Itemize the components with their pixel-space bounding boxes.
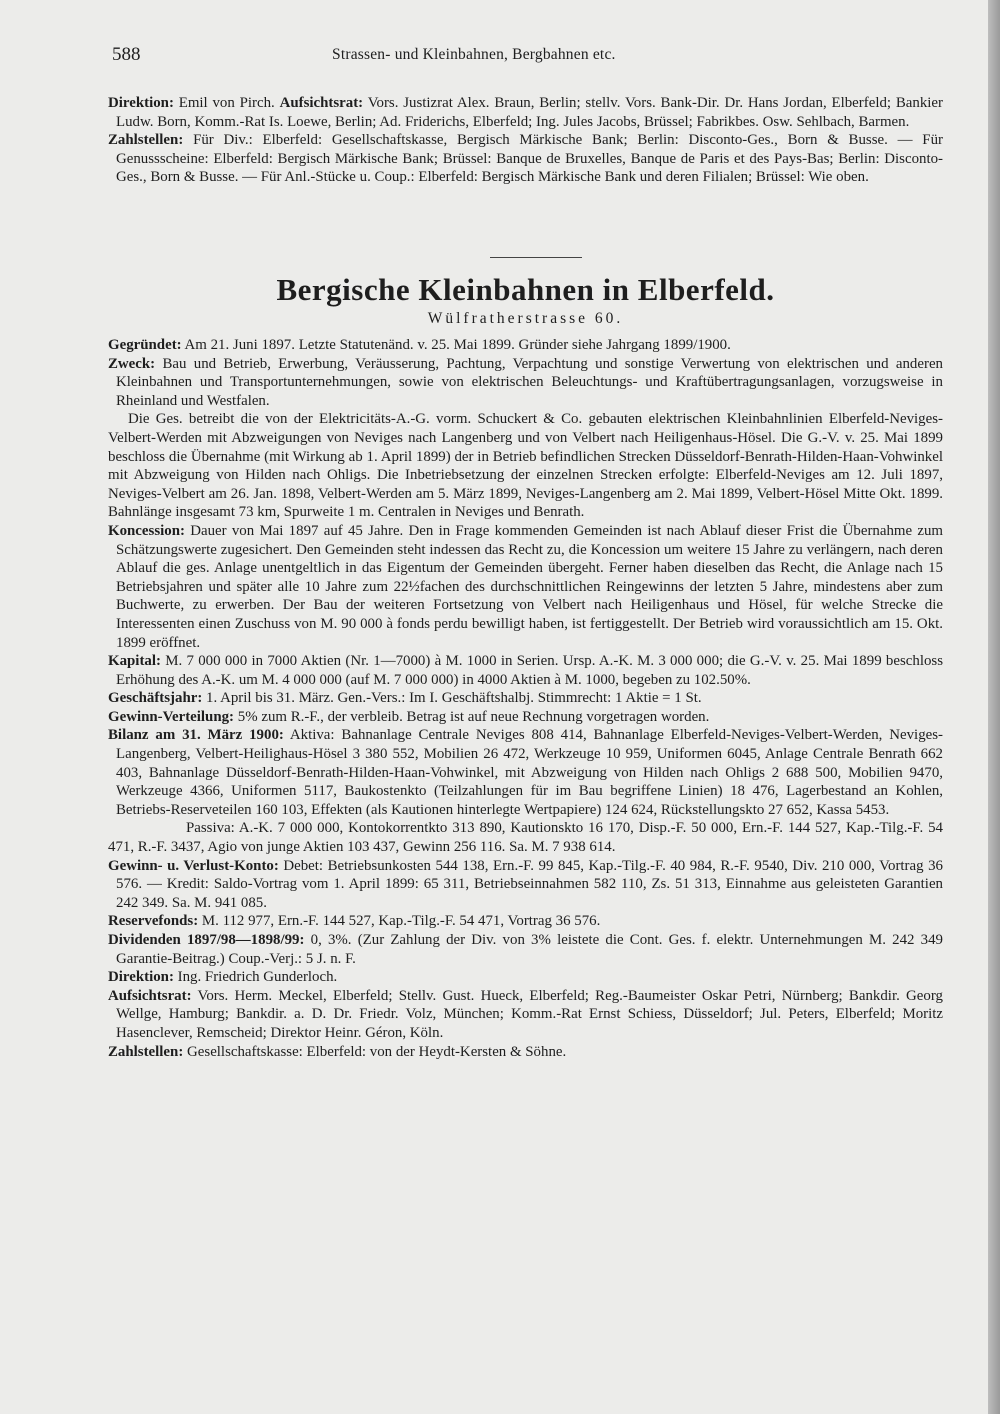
section-label: Geschäftsjahr: xyxy=(108,690,203,707)
section-kapital xyxy=(108,652,943,689)
section-betrieb xyxy=(108,410,943,522)
section-zweck xyxy=(108,355,943,411)
running-title: Strassen- und Kleinbahnen, Bergbahnen etc. xyxy=(332,46,616,63)
section-text: Die Ges. betreibt die von der Elektricitäts-A.-G. vorm. Schuckert & Co. gebauten elektrischen Kleinbahnlinien Elberfeld-Neviges-Velbert-Werden mit Abzweigungen von Neviges nach Langenberg und von Velbert nach Heiligenhaus-Hösel. Die G.-V. v. 25. Mai 1899 beschloss die Übernahme (mit Wirkung ab 1. April 1899) der in Betrieb befindlichen Strecken Düsseldorf-Benrath-Hilden-Haan-Vohwinkel mit Abzweigung von Hilden nach Ohligs. Die Inbetriebsetzung der einzelnen Strecken erfolgte: Elberfeld-Neviges am 12. Juli 1897, Neviges-Velbert am 26. Jan. 1898, Velbert-Werden am 5. März 1899, Neviges-Langenberg am 2. Mai 1899, Velbert-Hösel Mitte Okt. 1899. Bahnlänge insgesamt 73 km, Spurweite 1 m. Centralen in Neviges und Benrath. xyxy=(108,411,943,521)
section-reservefonds xyxy=(108,912,943,931)
section-text: 0, 3%. (Zur Zahlung der Div. von 3% leistete die Cont. Ges. f. elektr. Unternehmungen M. 242 349 Garantie-Beitrag.) Coup.-Verj.: 5 J. n. F. xyxy=(116,932,943,967)
section-label: Gewinn- u. Verlust-Konto: xyxy=(108,857,279,874)
section-label: Zahlstellen: xyxy=(108,1043,184,1060)
section-text: Ing. Friedrich Gunderloch. xyxy=(177,969,338,986)
section-text: Passiva: A.-K. 7 000 000, Kontokorrentkto 313 890, Kautionskto 16 170, Disp.-F. 50 000, Ern.-F. 144 527, Kap.-Tilg.-F. 54 471, R.-F. 3437, Agio von junge Aktien 103 437, Gewinn 256 116. Sa. M. 7 938 614. xyxy=(108,820,943,856)
section-text: Aktiva: Bahnanlage Centrale Neviges 808 414, Bahnanlage Elberfeld-Neviges-Velbert-Werden, Neviges-Langenberg, Velbert-Heilighaus-Hösel 3 380 552, Mobilien 26 472, Werkzeuge 10 959, Uniformen 6045, Anlage Centrale Benrath 662 403, Bahnanlage Düsseldorf-Benrath-Hilden-Haan-Vohwinkel, mit Abzweigung von Hilden nach Ohligs 2 688 500, Mobilien 9470, Werkzeuge 4366, Uniformen 5117, Baukostenkto (Teilzahlungen für im Bau begriffene Linien) 18 476, Lagerbestand an Kohlen, Betriebs-Reserveteilen 160 103, Effekten (als Kautionen hinterlegte Wertpapiere) 124 624, Rückstellungskto 27 652, Kassa 5453. xyxy=(116,727,943,818)
page-number: 588 xyxy=(112,44,141,65)
section-label: Gewinn-Verteilung: xyxy=(108,708,235,725)
entry-body xyxy=(108,336,943,1061)
section-label: Gegründet: xyxy=(108,337,182,353)
prev-direktion-text: Emil von Pirch. xyxy=(178,95,275,111)
prev-zahlstellen-label: Zahlstellen: xyxy=(108,132,184,149)
section-bilanz-aktiva xyxy=(108,726,943,819)
section-label: Dividenden 1897/98—1898/99: xyxy=(108,932,305,948)
section-label: Direktion: xyxy=(108,969,174,986)
prev-direktion-label: Direktion: xyxy=(108,95,174,111)
company-address: Wülfratherstrasse 60. xyxy=(427,310,624,327)
section-label: Zweck: xyxy=(108,355,156,372)
section-text: Dauer von Mai 1897 auf 45 Jahre. Den in Frage kommenden Gemeinden ist nach Ablauf dieser Frist die Übernahme zum Schätzungswerte zugesichert. Den Gemeinden steht indessen das Recht zu, die Koncession um weitere 15 Jahre zu verlängern, nach deren Ablauf die ges. Anlage unentgeltlich in das Eigentum der Gemeinden übergeht. Ferner haben dieselben das Recht, die Anlage nach 15 Betriebsjahren und später alle 10 Jahre zum 22½fachen des durchschnittlichen Reingewinns der letzten 5 Jahre, mindestens aber zum Buchwerte, zu erwerben. Der Bau der weiteren Fortsetzung von Velbert nach Heiligenhaus und Hösel, für welche Strecke die Interessenten einen Zuschuss von M. 90 000 à fonds perdu bewilligt haben, ist fertiggestellt. Der Betrieb wird voraussichtlich am 15. Okt. 1899 eröffnet. xyxy=(116,522,943,651)
page-edge-shadow xyxy=(988,0,1000,1414)
section-text: Vors. Herm. Meckel, Elberfeld; Stellv. Gust. Hueck, Elberfeld; Reg.-Baumeister Oskar Petri, Nürnberg; Bankdir. Georg Wellge, Hamburg; Bankdir. a. D. Dr. Friedr. Volz, München; Komm.-Rat Ernst Schiess, Düsseldorf; Jul. Peters, Elberfeld; Moritz Hasenclever, Remscheid; Direktor Heinr. Géron, Köln. xyxy=(116,987,943,1041)
section-label: Bilanz am 31. März 1900: xyxy=(108,727,284,744)
section-label: Kapital: xyxy=(108,653,161,670)
section-aufsichtsrat xyxy=(108,987,943,1043)
section-text: 1. April bis 31. März. Gen.-Vers.: Im I. Geschäftshalbj. Stimmrecht: 1 Aktie = 1 St. xyxy=(206,690,702,707)
section-text: M. 7 000 000 in 7000 Aktien (Nr. 1—7000) à M. 1000 in Serien. Ursp. A.-K. M. 3 000 000; die G.-V. v. 25. Mai 1899 beschloss Erhöhung des A.-K. um M. 4 000 000 (auf M. 7 000 000) in 4000 Aktien à M. 1000, begeben zu 102.50%. xyxy=(116,653,943,688)
section-text: Gesellschaftskasse: Elberfeld: von der Heydt-Kersten & Söhne. xyxy=(187,1043,567,1060)
prev-zahlstellen-paragraph xyxy=(108,131,943,187)
section-text: 5% zum R.-F., der verbleib. Betrag ist auf neue Rechnung vorgetragen worden. xyxy=(237,708,710,725)
section-geschaeftsjahr xyxy=(108,689,943,708)
section-text: Bau und Betrieb, Erwerbung, Veräusserung, Pachtung, Verpachtung und sonstige Verwertung von elektrischen und anderen Kleinbahnen und Transportunternehmungen, sowie von elektrischen Beleuchtungs- und Kraftübertragungsanlagen, vorzugsweise in Rheinland und Westfalen. xyxy=(116,355,943,409)
section-text: Am 21. Juni 1897. Letzte Statutenänd. v. 25. Mai 1899. Gründer siehe Jahrgang 1899/1900. xyxy=(184,337,731,353)
section-text: Debet: Betriebsunkosten 544 138, Ern.-F. 99 845, Kap.-Tilg.-F. 40 984, R.-F. 9540, Div. 210 000, Vortrag 36 576. — Kredit: Saldo-Vortrag vom 1. April 1899: 65 311, Betriebseinnahmen 582 110, Zs. 51 313, Einnahme aus geleisteten Garantien 242 349. Sa. M. 941 085. xyxy=(116,857,943,911)
section-gewinn-verlust xyxy=(108,857,943,913)
section-gewinn-verteilung xyxy=(108,708,943,727)
previous-entry-block xyxy=(108,94,943,187)
section-label: Reservefonds: xyxy=(108,913,199,930)
section-label: Koncession: xyxy=(108,522,185,539)
company-title: Bergische Kleinbahnen in Elberfeld. xyxy=(276,272,775,307)
prev-direktion-paragraph xyxy=(108,94,943,131)
section-direktion xyxy=(108,968,943,987)
section-zahlstellen xyxy=(108,1043,943,1062)
prev-zahlstellen-text: Für Div.: Elberfeld: Gesellschaftskasse, Bergisch Märkische Bank; Berlin: Disconto-Ges., Born & Busse. — Für Genussscheine: Elberfeld: Bergisch Märkische Bank; Brüssel: Banque de Bruxelles, Banque de Paris et des Pays-Bas; Berlin: Disconto-Ges., Born & Busse. — Für Anl.-Stücke u. Coup.: Elberfeld: Bergisch Märkische Bank und deren Filialen; Brüssel: Wie oben. xyxy=(116,132,943,186)
section-bilanz-passiva xyxy=(108,819,943,856)
page-header xyxy=(112,44,942,74)
section-dividenden xyxy=(108,931,943,968)
section-label: Aufsichtsrat: xyxy=(108,987,192,1004)
prev-aufsichtsrat-text: Vors. Justizrat Alex. Braun, Berlin; stellv. Vors. Bank-Dir. Dr. Hans Jordan, Elberfeld; Bankier Ludw. Born, Komm.-Rat Is. Loewe, Berlin; Ad. Friderichs, Elberfeld; Ing. Jules Jacobs, Brüssel; Fabrikbes. Osw. Sehlbach, Barmen. xyxy=(116,95,943,130)
prev-aufsichtsrat-label: Aufsichtsrat: xyxy=(279,95,364,111)
section-koncession xyxy=(108,522,943,652)
section-gegruendet xyxy=(108,336,943,355)
section-divider xyxy=(490,257,582,258)
section-text: M. 112 977, Ern.-F. 144 527, Kap.-Tilg.-F. 54 471, Vortrag 36 576. xyxy=(201,913,601,930)
